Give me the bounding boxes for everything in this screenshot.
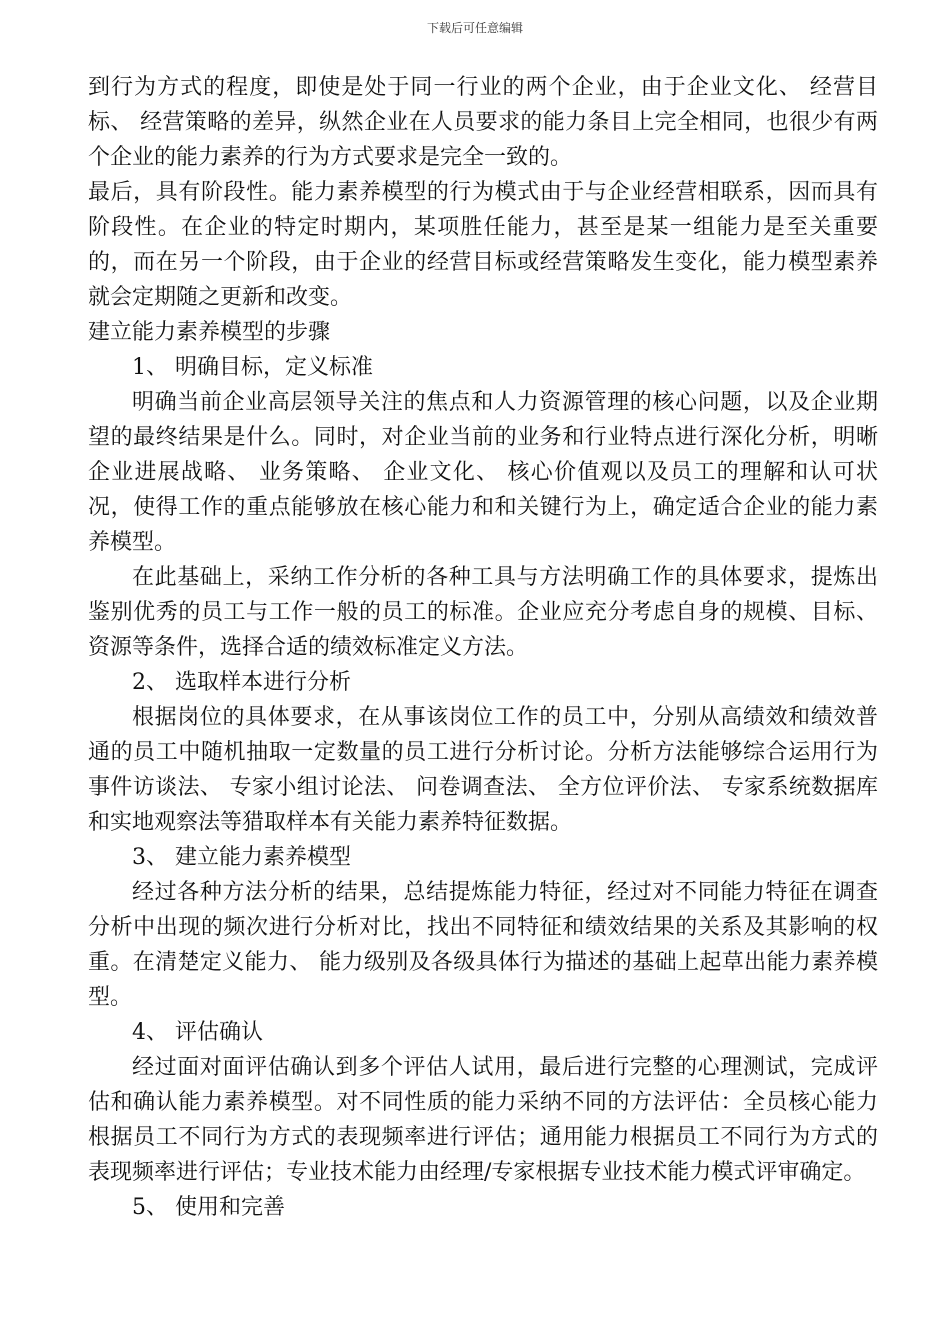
step-heading: 1、 明确目标，定义标准 — [132, 355, 373, 380]
paragraph: 最后，具有阶段性。能力素养模型的行为模式由于与企业经营相联系，因而具有阶段性。在企业的特定时期内，某项胜任能力，甚至是某一组能力是至关重要的，而在另一个阶段，由于企业的经营目标或经营策略发生变化，能力模型素养就会定期随之更新和改变。 — [88, 180, 878, 310]
paragraph: 经过面对面评估确认到多个评估人试用，最后进行完整的心理测试，完成评估和确认能力素养模型。对不同性质的能力采纳不同的方法评估：全员核心能力根据员工不同行为方式的表现频率进行评估；通用能力根据员工不同行为方式的表现频率进行评估；专业技术能力由经理/专家根据专业技术能力模式评审确定。 — [88, 1055, 878, 1185]
paragraph: 经过各种方法分析的结果，总结提炼能力特征，经过对不同能力特征在调查分析中出现的频次进行分析对比，找出不同特征和绩效结果的关系及其影响的权重。在清楚定义能力、 能力级别及各级具体行为描述的基础上起草出能力素养模型。 — [88, 880, 878, 1010]
step-heading: 3、 建立能力素养模型 — [132, 845, 351, 870]
paragraph: 明确当前企业高层领导关注的焦点和人力资源管理的核心问题，以及企业期望的最终结果是什么。同时，对企业当前的业务和行业特点进行深化分析，明晰企业进展战略、 业务策略、 企业文化、 核心价值观以及员工的理解和认可状况，使得工作的重点能够放在核心能力和和关键行为上，确定适合企业的能力素养模型。 — [88, 390, 878, 555]
step-heading: 2、 选取样本进行分析 — [132, 670, 351, 695]
document-body — [88, 70, 878, 1225]
paragraph: 根据岗位的具体要求，在从事该岗位工作的员工中，分别从高绩效和绩效普通的员工中随机抽取一定数量的员工进行分析讨论。分析方法能够综合运用行为事件访谈法、 专家小组讨论法、 问卷调查法、 全方位评价法、 专家系统数据库和实地观察法等猎取样本有关能力素养特征数据。 — [88, 705, 878, 835]
paragraph: 到行为方式的程度，即使是处于同一行业的两个企业，由于企业文化、 经营目标、 经营策略的差异，纵然企业在人员要求的能力条目上完全相同，也很少有两个企业的能力素养的行为方式要求是完全一致的。 — [88, 75, 878, 170]
step-heading: 4、 评估确认 — [132, 1020, 263, 1045]
page-header: 下载后可任意编辑 — [426, 21, 523, 35]
step-heading: 5、 使用和完善 — [132, 1195, 285, 1220]
paragraph: 在此基础上，采纳工作分析的各种工具与方法明确工作的具体要求，提炼出鉴别优秀的员工与工作一般的员工的标准。企业应充分考虑自身的规模、目标、 资源等条件，选择合适的绩效标准定义方法。 — [88, 565, 878, 660]
section-title: 建立能力素养模型的步骤 — [88, 320, 331, 345]
